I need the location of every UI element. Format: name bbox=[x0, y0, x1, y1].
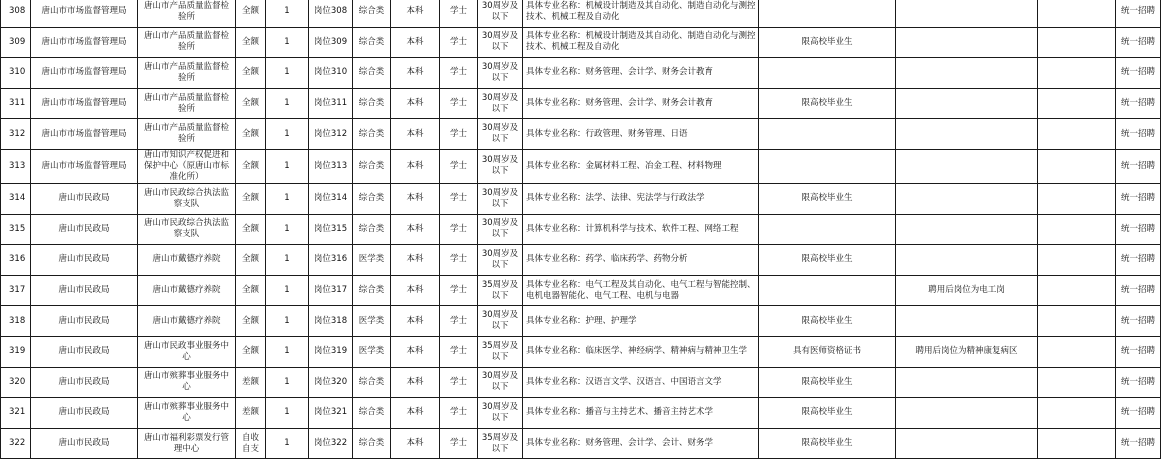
cell-headcount: 1 bbox=[266, 27, 309, 58]
cell-department: 唐山市市场监督管理局 bbox=[31, 119, 138, 150]
cell-education: 本科 bbox=[391, 119, 440, 150]
cell-remark bbox=[896, 58, 1038, 89]
cell-empty bbox=[1038, 367, 1116, 398]
cell-education: 本科 bbox=[391, 58, 440, 89]
cell-empty bbox=[1038, 119, 1116, 150]
cell-recruitment-method: 统一招聘 bbox=[1116, 119, 1161, 150]
cell-headcount: 1 bbox=[266, 58, 309, 89]
cell-recruitment-method: 统一招聘 bbox=[1116, 306, 1161, 337]
cell-department: 唐山市民政局 bbox=[31, 428, 138, 459]
cell-empty bbox=[1038, 0, 1116, 27]
cell-empty bbox=[1038, 336, 1116, 367]
cell-major-requirement: 具体专业名称：财务管理、会计学、财务会计教育 bbox=[523, 88, 759, 119]
cell-degree: 学士 bbox=[440, 275, 478, 306]
cell-recruitment-method: 统一招聘 bbox=[1116, 88, 1161, 119]
cell-serial-number: 311 bbox=[1, 88, 31, 119]
cell-headcount: 1 bbox=[266, 0, 309, 27]
cell-major-requirement: 具体专业名称：药学、临床药学、药物分析 bbox=[523, 245, 759, 276]
cell-degree: 学士 bbox=[440, 367, 478, 398]
cell-recruiting-unit: 唐山市殡葬事业服务中心 bbox=[138, 367, 236, 398]
cell-recruitment-method: 统一招聘 bbox=[1116, 27, 1161, 58]
cell-department: 唐山市市场监督管理局 bbox=[31, 58, 138, 89]
cell-funding-type: 全额 bbox=[236, 58, 266, 89]
cell-serial-number: 310 bbox=[1, 58, 31, 89]
cell-degree: 学士 bbox=[440, 245, 478, 276]
cell-age-limit: 30周岁及以下 bbox=[478, 27, 523, 58]
cell-recruitment-method: 统一招聘 bbox=[1116, 336, 1161, 367]
cell-empty bbox=[1038, 275, 1116, 306]
cell-other-condition: 限高校毕业生 bbox=[759, 27, 896, 58]
cell-recruitment-method: 统一招聘 bbox=[1116, 428, 1161, 459]
cell-remark bbox=[896, 183, 1038, 214]
cell-age-limit: 30周岁及以下 bbox=[478, 306, 523, 337]
cell-recruitment-method: 统一招聘 bbox=[1116, 0, 1161, 27]
cell-department: 唐山市市场监督管理局 bbox=[31, 88, 138, 119]
cell-headcount: 1 bbox=[266, 367, 309, 398]
cell-degree: 学士 bbox=[440, 306, 478, 337]
cell-degree: 学士 bbox=[440, 149, 478, 183]
cell-education: 本科 bbox=[391, 27, 440, 58]
cell-age-limit: 30周岁及以下 bbox=[478, 88, 523, 119]
cell-post-category: 综合类 bbox=[353, 27, 391, 58]
table-row bbox=[1, 367, 1161, 398]
cell-headcount: 1 bbox=[266, 183, 309, 214]
cell-post-category: 综合类 bbox=[353, 214, 391, 245]
table-row bbox=[1, 119, 1161, 150]
cell-post-category: 综合类 bbox=[353, 119, 391, 150]
table-row bbox=[1, 0, 1161, 27]
cell-other-condition bbox=[759, 119, 896, 150]
cell-post-category: 综合类 bbox=[353, 367, 391, 398]
cell-remark bbox=[896, 27, 1038, 58]
cell-major-requirement: 具体专业名称：临床医学、神经病学、精神病与精神卫生学 bbox=[523, 336, 759, 367]
cell-recruitment-method: 统一招聘 bbox=[1116, 214, 1161, 245]
cell-other-condition bbox=[759, 214, 896, 245]
cell-education: 本科 bbox=[391, 214, 440, 245]
cell-funding-type: 全额 bbox=[236, 0, 266, 27]
cell-serial-number: 315 bbox=[1, 214, 31, 245]
cell-post-category: 综合类 bbox=[353, 0, 391, 27]
cell-remark bbox=[896, 214, 1038, 245]
table-row bbox=[1, 398, 1161, 429]
cell-department: 唐山市市场监督管理局 bbox=[31, 0, 138, 27]
cell-remark bbox=[896, 149, 1038, 183]
cell-age-limit: 30周岁及以下 bbox=[478, 183, 523, 214]
cell-post-category: 医学类 bbox=[353, 306, 391, 337]
cell-education: 本科 bbox=[391, 0, 440, 27]
cell-post-category: 医学类 bbox=[353, 245, 391, 276]
cell-funding-type: 全额 bbox=[236, 336, 266, 367]
table-row bbox=[1, 88, 1161, 119]
cell-age-limit: 30周岁及以下 bbox=[478, 398, 523, 429]
cell-funding-type: 自收自支 bbox=[236, 428, 266, 459]
cell-recruitment-method: 统一招聘 bbox=[1116, 245, 1161, 276]
cell-funding-type: 全额 bbox=[236, 275, 266, 306]
cell-recruiting-unit: 唐山市戴德疗养院 bbox=[138, 306, 236, 337]
cell-remark bbox=[896, 367, 1038, 398]
cell-headcount: 1 bbox=[266, 245, 309, 276]
cell-department: 唐山市民政局 bbox=[31, 398, 138, 429]
cell-department: 唐山市民政局 bbox=[31, 214, 138, 245]
cell-other-condition: 具有医师资格证书 bbox=[759, 336, 896, 367]
cell-recruiting-unit: 唐山市戴德疗养院 bbox=[138, 275, 236, 306]
cell-department: 唐山市市场监督管理局 bbox=[31, 27, 138, 58]
cell-major-requirement: 具体专业名称：法学、法律、宪法学与行政法学 bbox=[523, 183, 759, 214]
cell-post-code: 岗位321 bbox=[309, 398, 353, 429]
cell-remark bbox=[896, 306, 1038, 337]
cell-serial-number: 309 bbox=[1, 27, 31, 58]
cell-degree: 学士 bbox=[440, 58, 478, 89]
cell-headcount: 1 bbox=[266, 398, 309, 429]
cell-serial-number: 322 bbox=[1, 428, 31, 459]
cell-education: 本科 bbox=[391, 88, 440, 119]
cell-post-code: 岗位315 bbox=[309, 214, 353, 245]
cell-post-category: 综合类 bbox=[353, 58, 391, 89]
cell-major-requirement: 具体专业名称：播音与主持艺术、播音主持艺术学 bbox=[523, 398, 759, 429]
table-row bbox=[1, 214, 1161, 245]
cell-age-limit: 30周岁及以下 bbox=[478, 149, 523, 183]
cell-post-code: 岗位318 bbox=[309, 306, 353, 337]
cell-funding-type: 全额 bbox=[236, 27, 266, 58]
cell-serial-number: 312 bbox=[1, 119, 31, 150]
cell-degree: 学士 bbox=[440, 0, 478, 27]
cell-post-code: 岗位319 bbox=[309, 336, 353, 367]
cell-degree: 学士 bbox=[440, 183, 478, 214]
cell-serial-number: 314 bbox=[1, 183, 31, 214]
cell-other-condition: 限高校毕业生 bbox=[759, 398, 896, 429]
cell-recruitment-method: 统一招聘 bbox=[1116, 149, 1161, 183]
cell-remark: 聘用后岗位为精神康复病区 bbox=[896, 336, 1038, 367]
cell-other-condition bbox=[759, 275, 896, 306]
cell-recruiting-unit: 唐山市福利彩票发行管理中心 bbox=[138, 428, 236, 459]
cell-major-requirement: 具体专业名称：机械设计制造及其自动化、制造自动化与测控技术、机械工程及自动化 bbox=[523, 27, 759, 58]
cell-empty bbox=[1038, 245, 1116, 276]
cell-remark bbox=[896, 0, 1038, 27]
cell-recruiting-unit: 唐山市产品质量监督检验所 bbox=[138, 88, 236, 119]
cell-post-code: 岗位312 bbox=[309, 119, 353, 150]
cell-degree: 学士 bbox=[440, 398, 478, 429]
cell-age-limit: 30周岁及以下 bbox=[478, 367, 523, 398]
cell-department: 唐山市市场监督管理局 bbox=[31, 149, 138, 183]
table-row bbox=[1, 245, 1161, 276]
cell-headcount: 1 bbox=[266, 306, 309, 337]
cell-post-code: 岗位314 bbox=[309, 183, 353, 214]
cell-post-category: 综合类 bbox=[353, 88, 391, 119]
cell-major-requirement: 具体专业名称：汉语言文学、汉语言、中国语言文学 bbox=[523, 367, 759, 398]
cell-recruiting-unit: 唐山市戴德疗养院 bbox=[138, 245, 236, 276]
cell-funding-type: 差额 bbox=[236, 398, 266, 429]
cell-other-condition bbox=[759, 58, 896, 89]
cell-education: 本科 bbox=[391, 306, 440, 337]
cell-other-condition bbox=[759, 149, 896, 183]
cell-funding-type: 全额 bbox=[236, 88, 266, 119]
cell-empty bbox=[1038, 183, 1116, 214]
table-row bbox=[1, 428, 1161, 459]
table-row bbox=[1, 58, 1161, 89]
cell-major-requirement: 具体专业名称：机械设计制造及其自动化、制造自动化与测控技术、机械工程及自动化 bbox=[523, 0, 759, 27]
cell-age-limit: 30周岁及以下 bbox=[478, 214, 523, 245]
cell-funding-type: 全额 bbox=[236, 306, 266, 337]
cell-recruitment-method: 统一招聘 bbox=[1116, 398, 1161, 429]
table-row bbox=[1, 183, 1161, 214]
cell-major-requirement: 具体专业名称：计算机科学与技术、软件工程、网络工程 bbox=[523, 214, 759, 245]
cell-age-limit: 35周岁及以下 bbox=[478, 275, 523, 306]
cell-degree: 学士 bbox=[440, 27, 478, 58]
cell-headcount: 1 bbox=[266, 119, 309, 150]
cell-funding-type: 差额 bbox=[236, 367, 266, 398]
cell-degree: 学士 bbox=[440, 336, 478, 367]
cell-remark bbox=[896, 88, 1038, 119]
cell-headcount: 1 bbox=[266, 214, 309, 245]
cell-post-category: 综合类 bbox=[353, 428, 391, 459]
cell-other-condition: 限高校毕业生 bbox=[759, 245, 896, 276]
cell-recruitment-method: 统一招聘 bbox=[1116, 183, 1161, 214]
cell-other-condition: 限高校毕业生 bbox=[759, 306, 896, 337]
cell-headcount: 1 bbox=[266, 428, 309, 459]
cell-department: 唐山市民政局 bbox=[31, 336, 138, 367]
cell-post-code: 岗位313 bbox=[309, 149, 353, 183]
cell-major-requirement: 具体专业名称：金属材料工程、冶金工程、材料物理 bbox=[523, 149, 759, 183]
cell-age-limit: 30周岁及以下 bbox=[478, 245, 523, 276]
cell-serial-number: 321 bbox=[1, 398, 31, 429]
cell-post-code: 岗位317 bbox=[309, 275, 353, 306]
cell-recruiting-unit: 唐山市产品质量监督检验所 bbox=[138, 119, 236, 150]
cell-remark: 聘用后岗位为电工岗 bbox=[896, 275, 1038, 306]
cell-department: 唐山市民政局 bbox=[31, 367, 138, 398]
table-row bbox=[1, 27, 1161, 58]
cell-post-code: 岗位322 bbox=[309, 428, 353, 459]
cell-major-requirement: 具体专业名称：财务管理、会计学、会计、财务学 bbox=[523, 428, 759, 459]
table-row bbox=[1, 149, 1161, 183]
cell-age-limit: 30周岁及以下 bbox=[478, 58, 523, 89]
cell-serial-number: 316 bbox=[1, 245, 31, 276]
cell-recruiting-unit: 唐山市产品质量监督检验所 bbox=[138, 27, 236, 58]
cell-recruiting-unit: 唐山市产品质量监督检验所 bbox=[138, 0, 236, 27]
cell-post-code: 岗位308 bbox=[309, 0, 353, 27]
cell-remark bbox=[896, 245, 1038, 276]
cell-post-category: 综合类 bbox=[353, 398, 391, 429]
cell-funding-type: 全额 bbox=[236, 214, 266, 245]
cell-post-code: 岗位311 bbox=[309, 88, 353, 119]
cell-major-requirement: 具体专业名称：电气工程及其自动化、电气工程与智能控制、电机电器智能化、电气工程、电机与电器 bbox=[523, 275, 759, 306]
cell-serial-number: 318 bbox=[1, 306, 31, 337]
cell-post-category: 综合类 bbox=[353, 183, 391, 214]
cell-recruitment-method: 统一招聘 bbox=[1116, 367, 1161, 398]
table-row bbox=[1, 336, 1161, 367]
cell-recruitment-method: 统一招聘 bbox=[1116, 275, 1161, 306]
cell-post-category: 综合类 bbox=[353, 275, 391, 306]
cell-headcount: 1 bbox=[266, 275, 309, 306]
cell-age-limit: 35周岁及以下 bbox=[478, 336, 523, 367]
cell-empty bbox=[1038, 214, 1116, 245]
cell-post-code: 岗位316 bbox=[309, 245, 353, 276]
cell-empty bbox=[1038, 149, 1116, 183]
cell-recruiting-unit: 唐山市殡葬事业服务中心 bbox=[138, 398, 236, 429]
cell-funding-type: 全额 bbox=[236, 119, 266, 150]
cell-remark bbox=[896, 119, 1038, 150]
cell-post-category: 综合类 bbox=[353, 149, 391, 183]
cell-empty bbox=[1038, 27, 1116, 58]
cell-serial-number: 313 bbox=[1, 149, 31, 183]
cell-empty bbox=[1038, 398, 1116, 429]
cell-education: 本科 bbox=[391, 336, 440, 367]
cell-education: 本科 bbox=[391, 149, 440, 183]
cell-empty bbox=[1038, 428, 1116, 459]
cell-serial-number: 319 bbox=[1, 336, 31, 367]
cell-empty bbox=[1038, 58, 1116, 89]
cell-other-condition: 限高校毕业生 bbox=[759, 88, 896, 119]
cell-degree: 学士 bbox=[440, 119, 478, 150]
cell-recruiting-unit: 唐山市民政综合执法监察支队 bbox=[138, 183, 236, 214]
cell-funding-type: 全额 bbox=[236, 245, 266, 276]
cell-education: 本科 bbox=[391, 398, 440, 429]
cell-major-requirement: 具体专业名称：财务管理、会计学、财务会计教育 bbox=[523, 58, 759, 89]
cell-degree: 学士 bbox=[440, 214, 478, 245]
cell-post-category: 医学类 bbox=[353, 336, 391, 367]
cell-major-requirement: 具体专业名称：护理、护理学 bbox=[523, 306, 759, 337]
cell-remark bbox=[896, 398, 1038, 429]
cell-serial-number: 308 bbox=[1, 0, 31, 27]
cell-major-requirement: 具体专业名称：行政管理、财务管理、日语 bbox=[523, 119, 759, 150]
cell-other-condition: 限高校毕业生 bbox=[759, 183, 896, 214]
cell-other-condition bbox=[759, 0, 896, 27]
cell-education: 本科 bbox=[391, 245, 440, 276]
cell-age-limit: 30周岁及以下 bbox=[478, 0, 523, 27]
cell-education: 本科 bbox=[391, 183, 440, 214]
cell-age-limit: 30周岁及以下 bbox=[478, 119, 523, 150]
cell-education: 本科 bbox=[391, 367, 440, 398]
cell-recruiting-unit: 唐山市民政综合执法监察支队 bbox=[138, 214, 236, 245]
cell-empty bbox=[1038, 306, 1116, 337]
cell-remark bbox=[896, 428, 1038, 459]
cell-department: 唐山市民政局 bbox=[31, 306, 138, 337]
cell-recruitment-method: 统一招聘 bbox=[1116, 58, 1161, 89]
cell-headcount: 1 bbox=[266, 149, 309, 183]
cell-degree: 学士 bbox=[440, 88, 478, 119]
cell-education: 本科 bbox=[391, 275, 440, 306]
cell-degree: 学士 bbox=[440, 428, 478, 459]
cell-funding-type: 全额 bbox=[236, 149, 266, 183]
cell-post-code: 岗位320 bbox=[309, 367, 353, 398]
cell-headcount: 1 bbox=[266, 88, 309, 119]
cell-funding-type: 全额 bbox=[236, 183, 266, 214]
cell-headcount: 1 bbox=[266, 336, 309, 367]
cell-department: 唐山市民政局 bbox=[31, 275, 138, 306]
cell-recruiting-unit: 唐山市民政事业服务中心 bbox=[138, 336, 236, 367]
cell-age-limit: 35周岁及以下 bbox=[478, 428, 523, 459]
cell-other-condition: 限高校毕业生 bbox=[759, 367, 896, 398]
cell-post-code: 岗位310 bbox=[309, 58, 353, 89]
cell-department: 唐山市民政局 bbox=[31, 245, 138, 276]
table-body bbox=[1, 0, 1161, 459]
cell-recruiting-unit: 唐山市知识产权促进和保护中心（原唐山市标准化所） bbox=[138, 149, 236, 183]
cell-serial-number: 317 bbox=[1, 275, 31, 306]
cell-serial-number: 320 bbox=[1, 367, 31, 398]
cell-post-code: 岗位309 bbox=[309, 27, 353, 58]
cell-other-condition: 限高校毕业生 bbox=[759, 428, 896, 459]
cell-education: 本科 bbox=[391, 428, 440, 459]
cell-department: 唐山市民政局 bbox=[31, 183, 138, 214]
table-row bbox=[1, 275, 1161, 306]
cell-empty bbox=[1038, 88, 1116, 119]
cell-recruiting-unit: 唐山市产品质量监督检验所 bbox=[138, 58, 236, 89]
table-row bbox=[1, 306, 1161, 337]
